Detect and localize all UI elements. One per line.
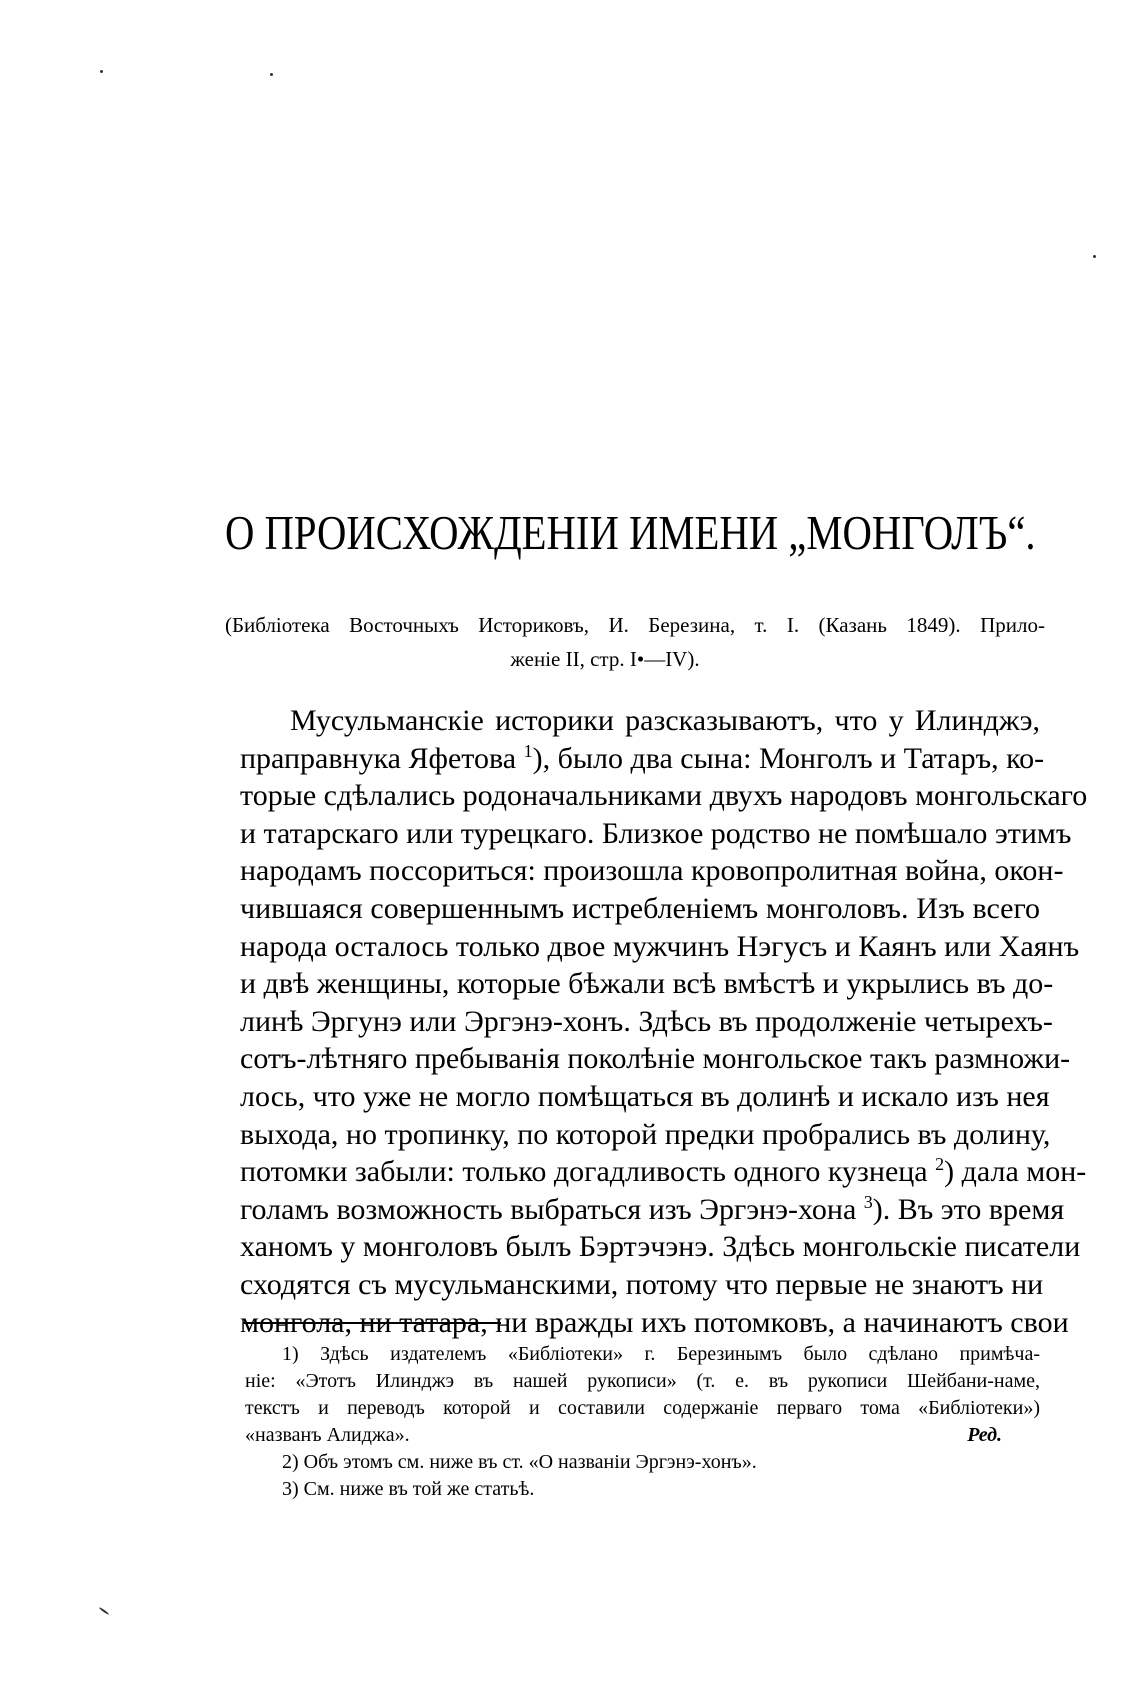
footnotes: [245, 1341, 1040, 1503]
text-line: лось, что уже не могло помѣщаться въ долинѣ и искало изъ нея: [240, 1079, 1050, 1113]
scan-speck: [1093, 255, 1096, 258]
footnote-ref[interactable]: 1: [523, 740, 533, 761]
text-line: и татарскаго или турецкаго. Близкое родство не помѣшало этимъ: [240, 816, 1072, 850]
footnote-line: 1) Здѣсь издателемъ «Библіотеки» г. Березинымъ было сдѣлано примѣча-: [282, 1343, 1040, 1365]
text-line: народамъ поссориться: произошла кровопролитная война, окон-: [240, 854, 1064, 888]
text-line: народа осталось только двое мужчинъ Нэгусъ и Каянъ или Хаянъ: [240, 929, 1080, 963]
text-line: выхода, но тропинку, по которой предки пробрались въ долину,: [240, 1117, 1051, 1151]
footnote-ref[interactable]: 3: [863, 1191, 873, 1212]
scan-speck: [270, 73, 273, 76]
text-line: линѣ Эргунэ или Эргэнэ-хонъ. Здѣсь въ продолженіе четырехъ-: [240, 1004, 1053, 1038]
footnote-divider: [243, 1322, 501, 1324]
text-line: ханомъ у монголовъ былъ Бэртэчэнэ. Здѣсь монгольскіе писатели: [240, 1230, 1081, 1264]
source-citation: [225, 608, 1045, 676]
text-line: чившаяся совершеннымъ истребленіемъ монголовъ. Изъ всего: [240, 891, 1040, 925]
source-line: женіе II, стр. I•—IV).: [510, 647, 700, 671]
editor-signature: Ред.: [967, 1424, 1002, 1446]
text-line: праправнука Яфетова $^1$), было два сына: Монголъ и Татаръ, ко-: [240, 740, 1045, 775]
source-line: (Библіотека Восточныхъ Историковъ, И. Березина, т. I. (Казань 1849). Прило-: [225, 613, 1045, 637]
scan-speck: [99, 1607, 110, 1616]
text-line: и двѣ женщины, которые бѣжали всѣ вмѣстѣ и укрылись въ до-: [240, 967, 1054, 1001]
text-line: сходятся съ мусульманскими, потому что первые не знаютъ ни: [240, 1267, 1044, 1301]
footnote-line: ніе: «Этотъ Илинджэ въ нашей рукописи» (т. е. въ рукописи Шейбани-наме,: [245, 1370, 1040, 1392]
text-line: монгола, ни татара, ни вражды ихъ потомковъ, а начинаютъ свои: [240, 1305, 1069, 1339]
footnote-line: «названъ Алиджа». Ред.: [245, 1422, 1040, 1449]
footnote-line: текстъ и переводъ которой и составили содержаніе перваго тома «Библіотеки»): [245, 1397, 1040, 1419]
scan-speck: [100, 70, 103, 73]
footnote-line: 2) Объ этомъ см. ниже въ ст. «О названіи Эргэнэ-хонъ».: [282, 1451, 757, 1473]
text-line: голамъ возможность выбраться изъ Эргэнэ-хона $^3$). Въ это время: [240, 1191, 1065, 1226]
text-line: Мусульманскіе историки разсказываютъ, что у Илинджэ,: [290, 704, 1040, 737]
page-title: О ПРОИСХОЖДЕНІИ ИМЕНИ „МОНГОЛЪ“.: [225, 505, 1036, 560]
body-text: [240, 702, 1088, 1341]
footnote-line: 3) См. ниже въ той же статьѣ.: [282, 1478, 535, 1500]
text-line: сотъ-лѣтняго пребыванія поколѣніе монгольское такъ размножи-: [240, 1042, 1071, 1076]
footnote-ref[interactable]: 2: [935, 1154, 945, 1175]
text-line: торые сдѣлались родоначальниками двухъ народовъ монгольскаго: [240, 779, 1088, 813]
text-line: потомки забыли: только догадливость одного кузнеца $^2$) дала мон-: [240, 1154, 1087, 1189]
